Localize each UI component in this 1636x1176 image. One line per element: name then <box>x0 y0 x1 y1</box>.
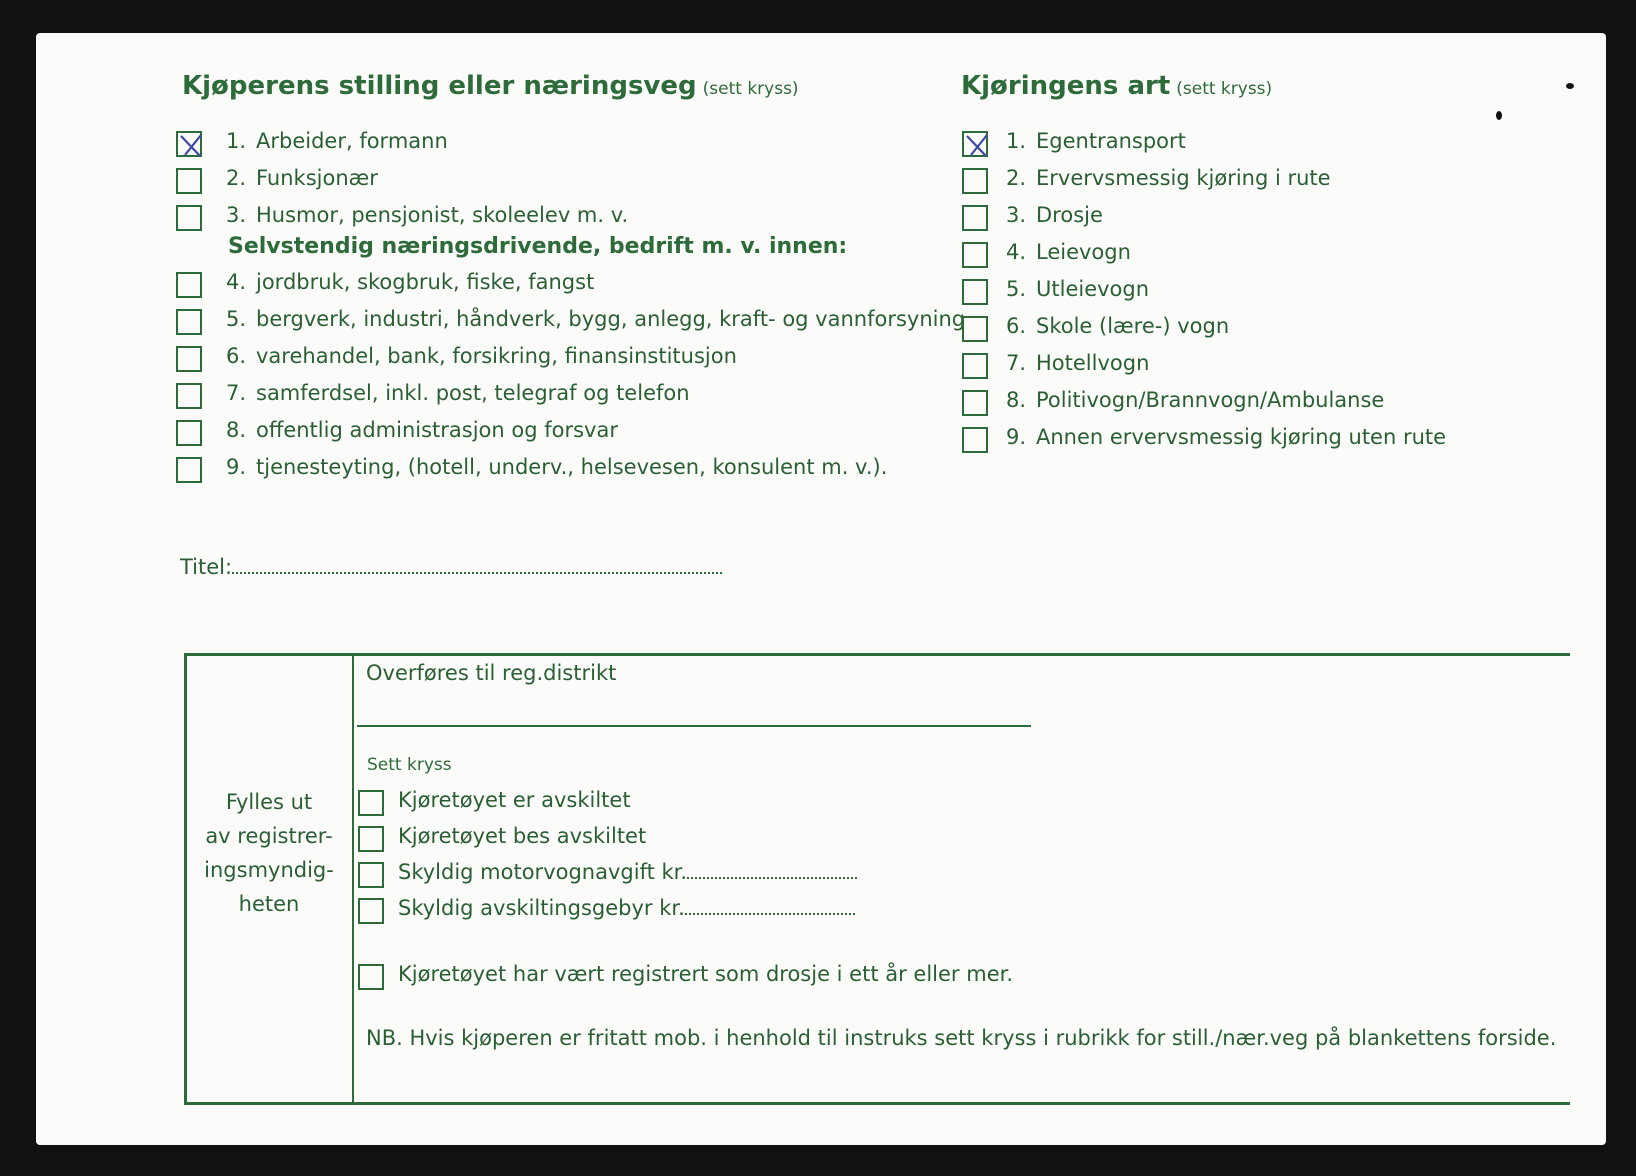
driving-type-option-3 <box>1006 203 1103 227</box>
authority-checkbox-4[interactable] <box>358 898 384 924</box>
option-label: Politivogn/Brannvogn/Ambulanse <box>1036 388 1385 412</box>
driving-type-checkbox-6[interactable] <box>962 316 988 342</box>
occupation-option-1 <box>226 129 448 153</box>
transfer-label: Overføres til reg.distrikt <box>366 661 617 685</box>
option-number: 4. <box>226 270 247 294</box>
driving-type-heading <box>961 71 1272 101</box>
option-label: bergverk, industri, håndverk, bygg, anlegg, kraft- og vannforsyning <box>256 307 966 331</box>
authority-checkbox-2[interactable] <box>358 826 384 852</box>
driving-type-checkbox-1[interactable] <box>962 131 988 157</box>
occupation-option-2 <box>226 166 378 190</box>
industry-option-6 <box>226 455 887 479</box>
form-page <box>36 33 1606 1145</box>
self-employed-subheading: Selvstendig næringsdrivende, bedrift m. v. innen: <box>228 234 848 259</box>
box-left-rule <box>184 653 187 1105</box>
driving-type-option-5 <box>1006 277 1149 301</box>
driving-type-checkbox-4[interactable] <box>962 242 988 268</box>
driving-type-checkbox-5[interactable] <box>962 279 988 305</box>
industry-checkbox-3[interactable] <box>176 346 202 372</box>
ink-speck <box>1496 111 1502 120</box>
option-label: Hotellvogn <box>1036 351 1150 375</box>
option-label: Husmor, pensjonist, skoleelev m. v. <box>256 203 629 227</box>
option-number: 5. <box>226 307 247 331</box>
industry-option-5 <box>226 418 618 442</box>
driving-type-checkbox-2[interactable] <box>962 168 988 194</box>
option-number: 1. <box>226 129 247 153</box>
authority-option-2 <box>398 824 646 848</box>
driving-type-option-4 <box>1006 240 1131 264</box>
option-number: 9. <box>226 455 247 479</box>
driving-type-option-9 <box>1006 425 1446 449</box>
option-label: Arbeider, formann <box>256 129 448 153</box>
driving-type-option-6 <box>1006 314 1229 338</box>
transfer-district-line[interactable] <box>357 725 1031 727</box>
driving-type-checkbox-9[interactable] <box>962 427 988 453</box>
authority-option-3 <box>398 860 857 884</box>
driving-type-heading-note: (sett kryss) <box>1176 79 1273 99</box>
authority-option-1 <box>398 788 631 812</box>
side-label-line-4: heten <box>238 892 300 916</box>
option-number: 7. <box>1006 351 1027 375</box>
buyer-occupation-heading <box>182 71 799 101</box>
option-number: 8. <box>226 418 247 442</box>
option-label: Ervervsmessig kjøring i rute <box>1036 166 1331 190</box>
industry-checkbox-6[interactable] <box>176 457 202 483</box>
side-label-line-1: Fylles ut <box>225 790 313 814</box>
pen-cross-icon <box>178 133 204 159</box>
industry-option-2 <box>226 307 965 331</box>
authority-checkbox-3[interactable] <box>358 862 384 888</box>
side-label-line-3: ingsmyndig- <box>204 858 334 882</box>
authority-side-label <box>188 785 350 921</box>
occupation-checkbox-2[interactable] <box>176 168 202 194</box>
amount-dotted-line[interactable] <box>687 877 857 879</box>
authority-option-label: Skyldig avskiltingsgebyr kr. <box>398 896 685 920</box>
titel-field[interactable] <box>180 555 722 579</box>
option-label: Leievogn <box>1036 240 1131 264</box>
industry-option-3 <box>226 344 737 368</box>
option-number: 3. <box>226 203 247 227</box>
driving-type-option-2 <box>1006 166 1331 190</box>
driving-type-checkbox-8[interactable] <box>962 390 988 416</box>
industry-option-4 <box>226 381 690 405</box>
authority-option-4 <box>398 896 855 920</box>
driving-type-option-8 <box>1006 388 1384 412</box>
box-bottom-rule <box>184 1102 1570 1105</box>
driving-type-option-7 <box>1006 351 1149 375</box>
nb-note: NB. Hvis kjøperen er fritatt mob. i henhold til instruks sett kryss i rubrikk for still./nær.veg på blankettens forside. <box>366 1026 1557 1050</box>
option-number: 3. <box>1006 203 1027 227</box>
driving-type-option-1 <box>1006 129 1186 153</box>
titel-dotted-line <box>232 572 722 574</box>
option-label: offentlig administrasjon og forsvar <box>256 418 618 442</box>
option-number: 2. <box>1006 166 1027 190</box>
authority-checkbox-5[interactable] <box>358 964 384 990</box>
option-number: 5. <box>1006 277 1027 301</box>
buyer-occupation-heading-text: Kjøperens stilling eller næringsveg <box>182 71 697 101</box>
authority-option-label: Kjøretøyet er avskiltet <box>398 788 631 812</box>
option-number: 6. <box>226 344 247 368</box>
driving-type-heading-text: Kjøringens art <box>961 71 1171 101</box>
industry-option-1 <box>226 270 594 294</box>
ink-speck <box>1566 83 1574 89</box>
option-label: Egentransport <box>1036 129 1186 153</box>
option-number: 4. <box>1006 240 1027 264</box>
option-label: Skole (lære-) vogn <box>1036 314 1230 338</box>
box-top-rule <box>184 653 1570 656</box>
industry-checkbox-1[interactable] <box>176 272 202 298</box>
option-label: Utleievogn <box>1036 277 1150 301</box>
option-number: 8. <box>1006 388 1027 412</box>
option-label: Funksjonær <box>256 166 378 190</box>
authority-option-label: Kjøretøyet bes avskiltet <box>398 824 647 848</box>
box-divider-rule <box>352 653 354 1105</box>
occupation-option-3 <box>226 203 628 227</box>
pen-cross-icon <box>964 133 990 159</box>
option-label: samferdsel, inkl. post, telegraf og telefon <box>256 381 690 405</box>
option-number: 7. <box>226 381 247 405</box>
option-label: tjenesteyting, (hotell, underv., helsevesen, konsulent m. v.). <box>256 455 888 479</box>
option-label: Annen ervervsmessig kjøring uten rute <box>1036 425 1447 449</box>
industry-checkbox-4[interactable] <box>176 383 202 409</box>
driving-type-checkbox-7[interactable] <box>962 353 988 379</box>
industry-checkbox-2[interactable] <box>176 309 202 335</box>
option-label: varehandel, bank, forsikring, finansinstitusjon <box>256 344 737 368</box>
titel-label: Titel: <box>180 555 233 579</box>
driving-type-checkbox-3[interactable] <box>962 205 988 231</box>
occupation-checkbox-3[interactable] <box>176 205 202 231</box>
authority-checkbox-1[interactable] <box>358 790 384 816</box>
authority-option-label: Skyldig motorvognavgift kr. <box>398 860 688 884</box>
sett-kryss-label: Sett kryss <box>367 755 452 775</box>
option-number: 9. <box>1006 425 1027 449</box>
option-label: Drosje <box>1036 203 1103 227</box>
option-number: 1. <box>1006 129 1027 153</box>
option-label: jordbruk, skogbruk, fiske, fangst <box>256 270 595 294</box>
option-number: 2. <box>226 166 247 190</box>
buyer-occupation-heading-note: (sett kryss) <box>702 79 799 99</box>
side-label-line-2: av registrer- <box>205 824 333 848</box>
authority-option-5 <box>398 962 1013 986</box>
authority-option-label: Kjøretøyet har vært registrert som drosje i ett år eller mer. <box>398 962 1013 986</box>
industry-checkbox-5[interactable] <box>176 420 202 446</box>
option-number: 6. <box>1006 314 1027 338</box>
occupation-checkbox-1[interactable] <box>176 131 202 157</box>
amount-dotted-line[interactable] <box>685 913 855 915</box>
